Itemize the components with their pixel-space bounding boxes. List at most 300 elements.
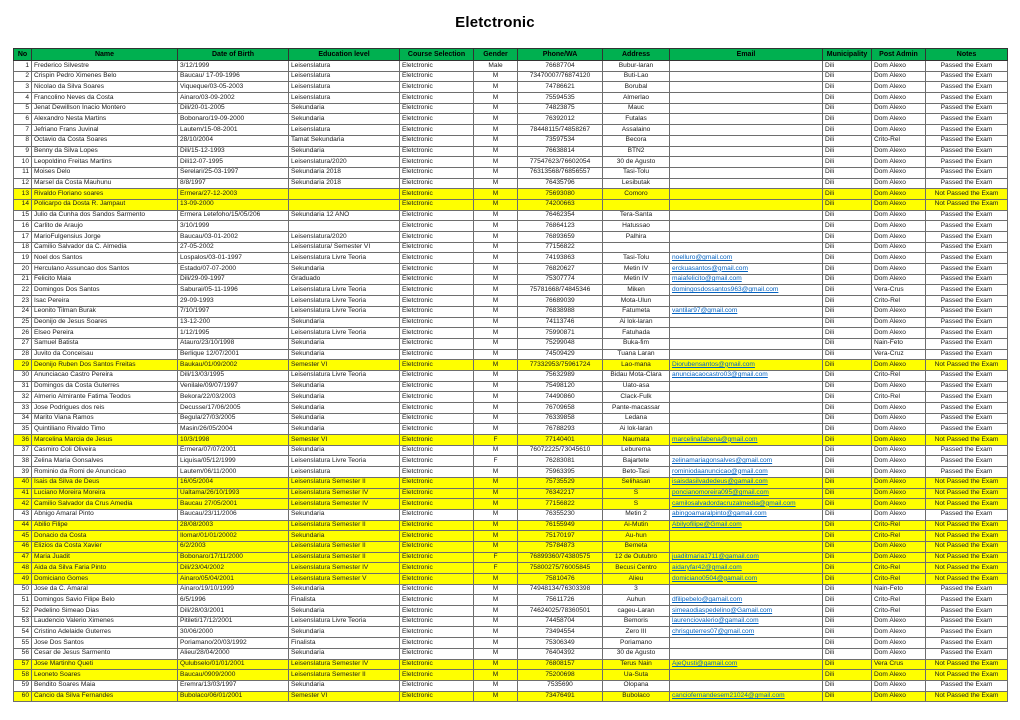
cell-education[interactable]: Leisenslatura Semester IV [289,563,400,574]
email-link[interactable]: vantilar97@gmail.com [672,307,738,315]
cell-dob[interactable]: Poriamano/20/03/1992 [178,638,289,649]
cell-dob[interactable]: Qulubselo/01/01/2001 [178,659,289,670]
cell-phone[interactable]: 74624025/78360501 [518,606,603,617]
email-link[interactable]: AjeQusti@gamail.com [672,660,738,668]
cell-address[interactable]: Olopana [603,680,670,691]
cell-course[interactable]: Eletctronic [400,285,474,296]
cell-education[interactable]: Sekundaria [289,606,400,617]
cell-phone[interactable]: 77156822 [518,242,603,253]
cell-email[interactable] [670,584,823,595]
cell-phone[interactable]: 75200698 [518,670,603,681]
cell-gender[interactable]: M [474,178,518,189]
cell-notes[interactable]: Not Passed the Exam [926,659,1008,670]
cell-course[interactable]: Eletctronic [400,616,474,627]
cell-dob[interactable]: 28/10/2004 [178,135,289,146]
cell-municipality[interactable]: Dili [823,595,872,606]
cell-education[interactable]: Leisenslatura Livre Teoria [289,328,400,339]
cell-education[interactable]: Leisenslatura Semester IV [289,659,400,670]
cell-notes[interactable]: Not Passed the Exam [926,477,1008,488]
cell-address[interactable]: Fatumeta [603,306,670,317]
cell-course[interactable]: Eletctronic [400,338,474,349]
cell-no[interactable]: 37 [14,445,32,456]
cell-education[interactable]: Leisenslatura [289,71,400,82]
cell-email[interactable] [670,199,823,210]
cell-dob[interactable]: Eremra/13/03/1997 [178,680,289,691]
cell-gender[interactable]: M [474,146,518,157]
cell-municipality[interactable]: Dili [823,189,872,200]
cell-email[interactable] [670,638,823,649]
cell-notes[interactable]: Passed the Exam [926,638,1008,649]
cell-post_admin[interactable]: Dom Alexo [872,274,926,285]
cell-address[interactable]: Ua-Suta [603,670,670,681]
cell-notes[interactable]: Passed the Exam [926,328,1008,339]
cell-dob[interactable]: 3/10/1999 [178,221,289,232]
cell-post_admin[interactable]: Dom Alexo [872,317,926,328]
cell-name[interactable]: Abilio Filipe [32,520,178,531]
cell-education[interactable]: Leisenslatura Semester II [289,670,400,681]
cell-gender[interactable]: Male [474,61,518,72]
cell-course[interactable]: Eletctronic [400,103,474,114]
cell-no[interactable]: 58 [14,670,32,681]
cell-notes[interactable]: Passed the Exam [926,445,1008,456]
cell-no[interactable]: 56 [14,648,32,659]
cell-phone[interactable]: 7535690 [518,680,603,691]
cell-notes[interactable]: Passed the Exam [926,306,1008,317]
cell-municipality[interactable]: Dili [823,691,872,702]
cell-no[interactable]: 45 [14,531,32,542]
cell-notes[interactable]: Passed the Exam [926,242,1008,253]
cell-dob[interactable]: Bubolaco/06/01/2001 [178,691,289,702]
cell-notes[interactable]: Passed the Exam [926,157,1008,168]
cell-course[interactable]: Eletctronic [400,445,474,456]
cell-phone[interactable]: 75611726 [518,595,603,606]
cell-course[interactable]: Eletctronic [400,189,474,200]
cell-gender[interactable]: F [474,435,518,446]
cell-name[interactable]: Octavio da Costa Soares [32,135,178,146]
cell-notes[interactable]: Passed the Exam [926,648,1008,659]
cell-phone[interactable]: 76283081 [518,456,603,467]
cell-post_admin[interactable]: Dom Alexo [872,627,926,638]
cell-dob[interactable]: 6/2/2003 [178,541,289,552]
cell-municipality[interactable]: Dili [823,392,872,403]
cell-gender[interactable]: M [474,531,518,542]
cell-notes[interactable]: Not Passed the Exam [926,541,1008,552]
cell-dob[interactable]: 27-05-2002 [178,242,289,253]
cell-no[interactable]: 17 [14,232,32,243]
cell-address[interactable]: Naumata [603,435,670,446]
cell-municipality[interactable]: Dili [823,285,872,296]
cell-course[interactable]: Eletctronic [400,242,474,253]
cell-post_admin[interactable]: Dom Alexo [872,435,926,446]
cell-gender[interactable]: M [474,509,518,520]
email-link[interactable]: rominiodaanuncicao@gmail.com [672,467,768,475]
cell-email[interactable] [670,520,823,531]
cell-education[interactable]: Tamat Sekundaria [289,135,400,146]
cell-address[interactable]: Beto-Tasi [603,467,670,478]
cell-gender[interactable]: M [474,114,518,125]
cell-dob[interactable]: Serelari/25-03-1997 [178,167,289,178]
cell-no[interactable]: 21 [14,274,32,285]
column-header-course[interactable]: Course Selection [400,49,474,61]
cell-education[interactable]: Sekundaria [289,338,400,349]
cell-notes[interactable]: Passed the Exam [926,616,1008,627]
cell-phone[interactable]: 75299048 [518,338,603,349]
cell-name[interactable]: Alexandro Nesta Martins [32,114,178,125]
cell-notes[interactable]: Passed the Exam [926,221,1008,232]
cell-email[interactable] [670,103,823,114]
cell-email[interactable] [670,221,823,232]
cell-no[interactable]: 40 [14,477,32,488]
cell-education[interactable]: Leisenslatura Semester II [289,520,400,531]
cell-no[interactable]: 50 [14,584,32,595]
cell-course[interactable]: Eletctronic [400,648,474,659]
cell-no[interactable]: 10 [14,157,32,168]
cell-education[interactable]: Sekundaria [289,680,400,691]
cell-gender[interactable]: M [474,606,518,617]
cell-education[interactable] [289,189,400,200]
cell-address[interactable]: Metin IV [603,264,670,275]
cell-dob[interactable]: 16/05/2004 [178,477,289,488]
cell-post_admin[interactable]: Dom Alexo [872,488,926,499]
email-link[interactable]: aidaryfar42@gmail.com [672,563,742,571]
cell-education[interactable]: Leisenslatura Livre Teoria [289,306,400,317]
cell-municipality[interactable]: Dili [823,584,872,595]
email-link[interactable]: laurenciovalerio@gamail.com [672,617,759,625]
cell-address[interactable]: Becusi Centro [603,563,670,574]
cell-course[interactable]: Eletctronic [400,199,474,210]
cell-address[interactable]: Bubolaco [603,691,670,702]
cell-no[interactable]: 51 [14,595,32,606]
cell-name[interactable]: Pedelino Simeao Dias [32,606,178,617]
cell-gender[interactable]: M [474,360,518,371]
cell-phone[interactable]: 76072225/73045610 [518,445,603,456]
cell-dob[interactable]: Viqueque/03-05-2003 [178,82,289,93]
cell-education[interactable]: Sekundaria [289,403,400,414]
cell-email[interactable] [670,552,823,563]
cell-gender[interactable]: F [474,563,518,574]
cell-post_admin[interactable]: Crito-Rel [872,595,926,606]
cell-name[interactable]: Cesar de Jesus Sarmento [32,648,178,659]
cell-notes[interactable]: Passed the Exam [926,178,1008,189]
email-link[interactable]: Diorubensantos@gmail.com [672,360,755,368]
cell-no[interactable]: 15 [14,210,32,221]
cell-course[interactable]: Eletctronic [400,659,474,670]
cell-notes[interactable]: Not Passed the Exam [926,531,1008,542]
cell-dob[interactable]: Atauro/23/10/1998 [178,338,289,349]
cell-education[interactable]: Leisenslatura Livre Teoria [289,456,400,467]
cell-address[interactable]: Bemeta [603,541,670,552]
cell-name[interactable]: Marsel da Costa Mauhunu [32,178,178,189]
cell-phone[interactable]: 74509429 [518,349,603,360]
cell-municipality[interactable]: Dili [823,531,872,542]
cell-course[interactable]: Eletctronic [400,563,474,574]
cell-education[interactable]: Sekundaria 2018 [289,178,400,189]
cell-notes[interactable]: Not Passed the Exam [926,488,1008,499]
cell-notes[interactable]: Passed the Exam [926,232,1008,243]
cell-notes[interactable]: Passed the Exam [926,317,1008,328]
cell-dob[interactable]: Dili/23/04/2002 [178,563,289,574]
cell-notes[interactable]: Passed the Exam [926,146,1008,157]
cell-notes[interactable]: Passed the Exam [926,264,1008,275]
cell-dob[interactable]: 28/08/2003 [178,520,289,531]
cell-name[interactable]: Elizios da Costa Xavier [32,541,178,552]
cell-phone[interactable]: 73494554 [518,627,603,638]
cell-course[interactable]: Eletctronic [400,392,474,403]
cell-course[interactable]: Eletctronic [400,210,474,221]
cell-course[interactable]: Eletctronic [400,317,474,328]
cell-gender[interactable]: M [474,680,518,691]
cell-name[interactable]: Anunciacao Castro Pereira [32,370,178,381]
cell-education[interactable]: Sekundaria [289,584,400,595]
cell-gender[interactable]: M [474,467,518,478]
cell-course[interactable]: Eletctronic [400,413,474,424]
cell-phone[interactable]: 76355230 [518,509,603,520]
cell-email[interactable] [670,274,823,285]
cell-notes[interactable]: Passed the Exam [926,285,1008,296]
email-link[interactable]: zelinamariagonsalves@gmail.com [672,456,773,464]
column-header-education[interactable]: Education level [289,49,400,61]
cell-name[interactable]: Maria Juadit [32,552,178,563]
cell-address[interactable] [603,199,670,210]
cell-phone[interactable]: 77547623/76602054 [518,157,603,168]
cell-address[interactable]: Ai-Mutin [603,520,670,531]
cell-email[interactable] [670,531,823,542]
cell-course[interactable]: Eletctronic [400,125,474,136]
cell-course[interactable]: Eletctronic [400,157,474,168]
cell-gender[interactable]: M [474,477,518,488]
cell-name[interactable]: MarioFulgensius Jorge [32,232,178,243]
cell-course[interactable]: Eletctronic [400,360,474,371]
cell-municipality[interactable]: Dili [823,541,872,552]
cell-name[interactable]: Luciano Moreira Moreira [32,488,178,499]
cell-address[interactable]: Tera-Santa [603,210,670,221]
cell-phone[interactable]: 75810476 [518,574,603,585]
cell-gender[interactable]: M [474,638,518,649]
cell-municipality[interactable]: Dili [823,477,872,488]
cell-email[interactable] [670,189,823,200]
cell-post_admin[interactable]: Dom Alexo [872,178,926,189]
cell-email[interactable] [670,157,823,168]
cell-address[interactable]: 30 de Agusto [603,157,670,168]
cell-phone[interactable]: 75307774 [518,274,603,285]
cell-gender[interactable]: M [474,285,518,296]
cell-dob[interactable]: 30/06/2000 [178,627,289,638]
cell-phone[interactable]: 77332953/75961724 [518,360,603,371]
cell-phone[interactable]: 76788293 [518,424,603,435]
cell-name[interactable]: Cancio da Silva Fernandes [32,691,178,702]
cell-municipality[interactable]: Dili [823,253,872,264]
cell-education[interactable]: Leisenslatura Semester IV [289,499,400,510]
cell-email[interactable] [670,178,823,189]
cell-education[interactable]: Sekundaria [289,627,400,638]
cell-address[interactable]: Assalaino [603,125,670,136]
cell-gender[interactable]: M [474,135,518,146]
cell-name[interactable]: Zelina Maria Gonsalves [32,456,178,467]
cell-municipality[interactable]: Dili [823,199,872,210]
cell-phone[interactable]: 76709658 [518,403,603,414]
cell-post_admin[interactable]: Crito-Rel [872,370,926,381]
cell-no[interactable]: 35 [14,424,32,435]
cell-course[interactable]: Eletctronic [400,403,474,414]
cell-gender[interactable]: M [474,221,518,232]
cell-notes[interactable]: Not Passed the Exam [926,574,1008,585]
cell-email[interactable] [670,61,823,72]
cell-address[interactable]: Bajartete [603,456,670,467]
cell-notes[interactable]: Passed the Exam [926,135,1008,146]
cell-gender[interactable]: M [474,338,518,349]
cell-gender[interactable]: M [474,274,518,285]
cell-municipality[interactable]: Dili [823,360,872,371]
cell-gender[interactable]: M [474,210,518,221]
cell-address[interactable]: BTN2 [603,146,670,157]
cell-notes[interactable]: Passed the Exam [926,627,1008,638]
cell-notes[interactable]: Passed the Exam [926,370,1008,381]
cell-course[interactable]: Eletctronic [400,135,474,146]
cell-gender[interactable]: M [474,125,518,136]
cell-no[interactable]: 11 [14,167,32,178]
cell-phone[interactable]: 74458704 [518,616,603,627]
email-link[interactable]: juaditmaria1711@gamail.com [672,553,759,561]
cell-post_admin[interactable]: Dom Alexo [872,381,926,392]
email-link[interactable]: maiafelicito@gmail.com [672,275,742,283]
cell-address[interactable]: Au-hun [603,531,670,542]
cell-address[interactable]: Metin IV [603,274,670,285]
cell-post_admin[interactable]: Vera-Crus [872,285,926,296]
cell-name[interactable]: Donacio da Costa [32,531,178,542]
cell-dob[interactable]: 6/5/1996 [178,595,289,606]
cell-phone[interactable]: 75781668/74845346 [518,285,603,296]
cell-no[interactable]: 6 [14,114,32,125]
cell-post_admin[interactable]: Dom Alexo [872,125,926,136]
cell-email[interactable] [670,477,823,488]
cell-post_admin[interactable]: Dom Alexo [872,157,926,168]
cell-post_admin[interactable]: Dom Alexo [872,82,926,93]
cell-name[interactable]: Jose Martinho Queti [32,659,178,670]
cell-no[interactable]: 47 [14,552,32,563]
cell-course[interactable]: Eletctronic [400,306,474,317]
cell-address[interactable]: Mauc [603,103,670,114]
cell-notes[interactable]: Passed the Exam [926,424,1008,435]
cell-address[interactable]: Buti-Lao [603,71,670,82]
cell-gender[interactable]: M [474,392,518,403]
cell-phone[interactable]: 74823875 [518,103,603,114]
cell-dob[interactable]: Dili/20-01-2005 [178,103,289,114]
cell-municipality[interactable]: Dili [823,435,872,446]
cell-notes[interactable]: Passed the Exam [926,338,1008,349]
cell-address[interactable]: Ai lok-laran [603,317,670,328]
cell-email[interactable] [670,488,823,499]
cell-name[interactable]: Domingos da Costa Guterres [32,381,178,392]
cell-phone[interactable]: 77156822 [518,499,603,510]
cell-post_admin[interactable]: Dom Alexo [872,616,926,627]
column-header-post_admin[interactable]: Post Admin [872,49,926,61]
cell-education[interactable]: Sekundaria [289,114,400,125]
cell-dob[interactable]: Masin/26/05/2004 [178,424,289,435]
cell-municipality[interactable]: Dili [823,606,872,617]
cell-notes[interactable]: Not Passed the Exam [926,499,1008,510]
email-link[interactable]: noelluro@gmail.com [672,253,733,261]
cell-address[interactable]: Terus Nain [603,659,670,670]
cell-course[interactable]: Eletctronic [400,93,474,104]
cell-dob[interactable]: Baucau/03-01-2002 [178,232,289,243]
cell-address[interactable]: Leburema [603,445,670,456]
cell-name[interactable]: Camilio Salvador da Crus Amedia [32,499,178,510]
cell-dob[interactable]: 7/10/1997 [178,306,289,317]
cell-no[interactable]: 23 [14,296,32,307]
cell-notes[interactable]: Passed the Exam [926,584,1008,595]
cell-course[interactable]: Eletctronic [400,114,474,125]
cell-dob[interactable]: Dili/29-09-1997 [178,274,289,285]
cell-post_admin[interactable]: Crito-Rel [872,606,926,617]
cell-no[interactable]: 33 [14,403,32,414]
cell-dob[interactable]: Baucau/23/11/2006 [178,509,289,520]
cell-dob[interactable]: Lospalos/03-01-1997 [178,253,289,264]
cell-no[interactable]: 14 [14,199,32,210]
cell-course[interactable]: Eletctronic [400,221,474,232]
cell-address[interactable]: Fatuhada [603,328,670,339]
cell-name[interactable]: Abnigo Amaral Pinto [32,509,178,520]
cell-address[interactable]: Tasi-Tolu [603,253,670,264]
cell-education[interactable]: Sekundaria [289,445,400,456]
cell-no[interactable]: 8 [14,135,32,146]
cell-phone[interactable]: 77140401 [518,435,603,446]
email-link[interactable]: abingoamaralpinto@gamail.com [672,510,767,518]
cell-no[interactable]: 12 [14,178,32,189]
cell-no[interactable]: 55 [14,638,32,649]
cell-municipality[interactable]: Dili [823,509,872,520]
cell-dob[interactable]: Saburai/05-11-1996 [178,285,289,296]
cell-dob[interactable]: Begula/27/03/2005 [178,413,289,424]
cell-post_admin[interactable]: Dom Alexo [872,242,926,253]
cell-education[interactable]: Sekundaria 2018 [289,167,400,178]
cell-notes[interactable]: Not Passed the Exam [926,189,1008,200]
cell-email[interactable] [670,467,823,478]
cell-dob[interactable]: 13-09-2000 [178,199,289,210]
cell-phone[interactable]: 75306349 [518,638,603,649]
cell-dob[interactable]: 1/12/1995 [178,328,289,339]
cell-address[interactable]: 30 de Agusto [603,648,670,659]
cell-education[interactable]: Leisenslatura/ Semester VI [289,242,400,253]
cell-address[interactable]: Ledana [603,413,670,424]
cell-municipality[interactable]: Dili [823,317,872,328]
cell-phone[interactable]: 76899360/74380575 [518,552,603,563]
cell-post_admin[interactable]: Dom Alexo [872,552,926,563]
cell-municipality[interactable]: Dili [823,445,872,456]
cell-name[interactable]: Domingos Dos Santos [32,285,178,296]
cell-no[interactable]: 3 [14,82,32,93]
cell-phone[interactable]: 76404392 [518,648,603,659]
cell-dob[interactable]: Ermera/27-12-2003 [178,189,289,200]
cell-post_admin[interactable]: Dom Alexo [872,648,926,659]
cell-municipality[interactable]: Dili [823,61,872,72]
cell-name[interactable]: Domiciano Gomes [32,574,178,585]
cell-gender[interactable]: M [474,691,518,702]
cell-notes[interactable]: Passed the Exam [926,274,1008,285]
cell-education[interactable]: Sekundaria [289,648,400,659]
cell-gender[interactable]: M [474,306,518,317]
cell-email[interactable] [670,93,823,104]
cell-gender[interactable]: M [474,413,518,424]
cell-name[interactable]: Policarpo da Dosta R. Jampaut [32,199,178,210]
cell-municipality[interactable]: Dili [823,670,872,681]
cell-phone[interactable]: 73597534 [518,135,603,146]
cell-post_admin[interactable]: Dom Alexo [872,360,926,371]
cell-email[interactable] [670,264,823,275]
email-link[interactable]: poncianomoreira095@gmail.com [672,489,769,497]
cell-dob[interactable]: Bobonaro/19-09-2000 [178,114,289,125]
cell-notes[interactable]: Passed the Exam [926,253,1008,264]
cell-notes[interactable]: Passed the Exam [926,167,1008,178]
